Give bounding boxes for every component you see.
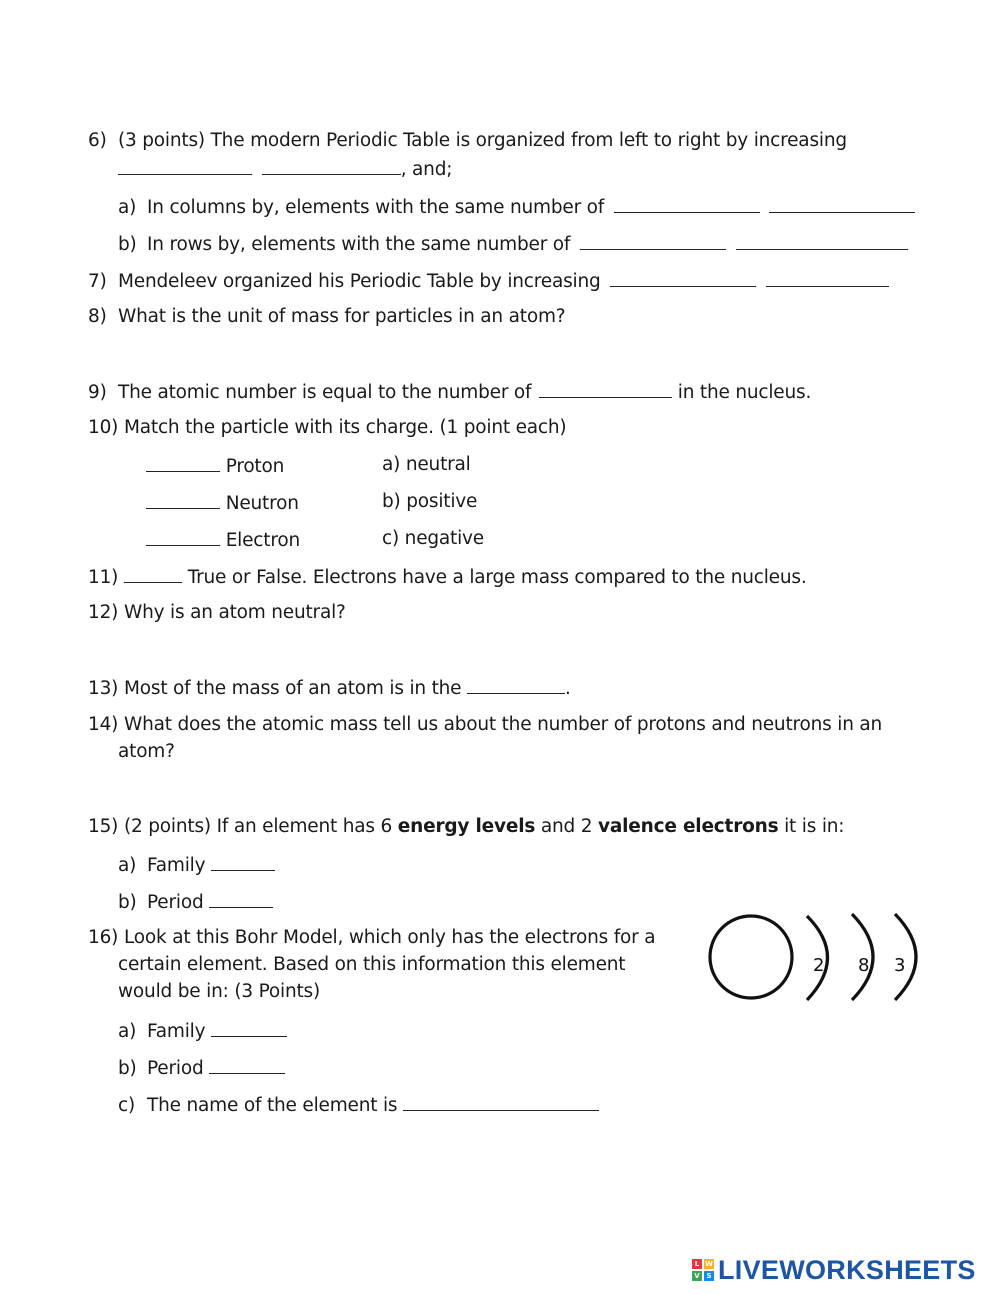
q11-text: True or False. Electrons have a large mass compared to the nucleus. [187,567,807,588]
q6-line1 [88,129,847,153]
q8-text: What is the unit of mass for particles in an atom? [118,306,566,327]
q6a-text: In columns by, elements with the same number of [147,197,605,218]
q16c-label: c) [118,1095,135,1116]
q15a-line [118,852,275,878]
q15-line [88,815,844,839]
q11-answer-blank[interactable] [124,564,182,583]
q13-text: Most of the mass of an atom is in the [124,678,462,699]
q16-text-line3: would be in: (3 Points) [118,981,320,1002]
q6-answer-blank-1[interactable] [118,156,252,175]
q8-number: 8) [88,306,107,327]
bohr-shell-1-count: 2 [813,955,825,976]
q16-text-line2: certain element. Based on this information this element [118,954,626,975]
q15b-line [118,889,273,915]
q9-text-before: The atomic number is equal to the number of [118,382,532,403]
q6b-label: b) [118,234,137,255]
q16a-label: a) [118,1021,137,1042]
q11-number: 11) [88,567,119,588]
q9-line [88,379,811,405]
q6a-line [118,194,915,220]
liveworksheets-logo [692,1255,976,1285]
q16a-answer-blank[interactable] [211,1018,287,1037]
q16b-line [118,1055,285,1081]
q13-answer-blank[interactable] [467,675,565,694]
q14-number: 14) [88,714,119,735]
q9-number: 9) [88,382,107,403]
q15-bold-valence-electrons: valence electrons [598,816,779,837]
q7-answer-blank-2[interactable] [766,268,889,287]
q6-line2-end: , and; [400,159,453,180]
q15-text-3: it is in: [778,816,845,837]
q15a-label: a) [118,855,137,876]
q15b-answer-blank[interactable] [209,889,273,908]
q10-row-2-particle: Neutron [225,493,299,514]
q6-text: (3 points) The modern Periodic Table is organized from left to right by increasing [118,130,847,151]
q16b-label: b) [118,1058,137,1079]
q7-number: 7) [88,271,107,292]
q10-number: 10) [88,417,119,438]
q10-row-1-particle: Proton [225,456,285,477]
logo-icon-letter-l: L [692,1259,702,1269]
q10-option-c: c) negative [382,528,484,549]
q10-row-3-blank[interactable] [146,527,220,546]
q16a-line [118,1018,287,1044]
q16c-text: The name of the element is [147,1095,398,1116]
q16c-line [118,1092,599,1118]
q10-row-2-blank[interactable] [146,490,220,509]
q15b-label: b) [118,892,137,913]
logo-icon-letter-v: V [692,1271,702,1281]
q10-option-a: a) neutral [382,454,471,475]
q14-text-line1: What does the atomic mass tell us about the number of protons and neutrons in an [124,714,883,735]
q6-line2 [118,156,452,182]
q10-line [88,416,566,440]
liveworksheets-logo-icon [692,1259,714,1281]
q13-end: . [565,678,571,699]
q11-line [88,564,807,590]
q10-text: Match the particle with its charge. (1 point each) [124,417,567,438]
q6b-answer-blank-2[interactable] [736,231,908,250]
q16c-answer-blank[interactable] [403,1092,599,1111]
liveworksheets-logo-text: LIVEWORKSHEETS [718,1254,976,1285]
q12-line [88,601,346,625]
q12-text: Why is an atom neutral? [124,602,346,623]
q6b-line [118,231,908,257]
q6a-answer-blank-2[interactable] [769,194,915,213]
q10-row-1 [146,453,284,479]
q16-line1 [88,926,655,950]
bohr-shell-2-count: 8 [858,955,870,976]
q16-text-line1: Look at this Bohr Model, which only has the electrons for a [124,927,656,948]
q15-number: 15) [88,816,119,837]
q13-number: 13) [88,678,119,699]
bohr-model-diagram [700,905,930,1010]
q9-answer-blank[interactable] [539,379,672,398]
q14-line1 [88,713,882,737]
logo-icon-letter-w: W [705,1260,713,1268]
q15b-text: Period [147,892,204,913]
q15a-text: Family [147,855,206,876]
q16b-answer-blank[interactable] [209,1055,285,1074]
q15-text-2: and 2 [535,816,598,837]
q7-answer-blank-1[interactable] [610,268,756,287]
q6-answer-blank-2[interactable] [262,156,401,175]
q6a-label: a) [118,197,137,218]
q10-row-2 [146,490,299,516]
q12-number: 12) [88,602,119,623]
bohr-shell-3-count: 3 [894,955,906,976]
q10-row-3 [146,527,300,553]
q15-text-1: (2 points) If an element has 6 [124,816,398,837]
q15a-answer-blank[interactable] [211,852,275,871]
q13-line [88,675,571,701]
q7-line [88,268,889,294]
q16b-text: Period [147,1058,204,1079]
q6a-answer-blank-1[interactable] [614,194,760,213]
q10-row-1-blank[interactable] [146,453,220,472]
q6b-answer-blank-1[interactable] [580,231,726,250]
q6-number: 6) [88,130,107,151]
q14-text-line2: atom? [118,741,175,762]
q9-text-after: in the nucleus. [677,382,812,403]
bohr-nucleus [710,916,792,998]
q10-option-b: b) positive [382,491,478,512]
logo-icon-letter-s: S [704,1271,714,1281]
q7-text: Mendeleev organized his Periodic Table by increasing [118,271,601,292]
q16a-text: Family [147,1021,206,1042]
q10-row-3-particle: Electron [225,530,300,551]
q15-bold-energy-levels: energy levels [397,816,536,837]
q6b-text: In rows by, elements with the same number of [147,234,571,255]
q8-line [88,305,565,329]
q16-number: 16) [88,927,119,948]
